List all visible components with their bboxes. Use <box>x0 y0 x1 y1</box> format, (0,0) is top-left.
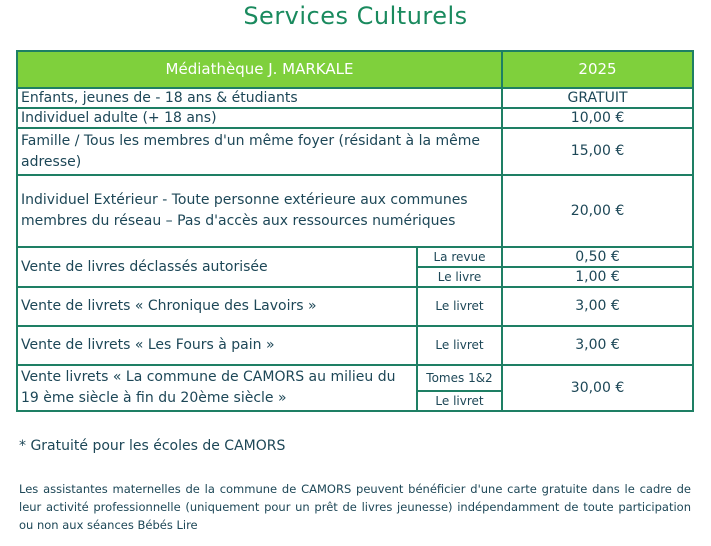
table-row <box>17 175 693 247</box>
row-price: 20,00 € <box>502 175 693 247</box>
row-price: 1,00 € <box>502 267 693 287</box>
row-label: Vente de livrets « Les Fours à pain » <box>17 326 417 365</box>
row-label: Enfants, jeunes de - 18 ans & étudiants <box>17 88 502 108</box>
header-library-name: Médiathèque J. MARKALE <box>17 51 502 88</box>
row-price: 15,00 € <box>502 128 693 175</box>
row-label: Individuel Extérieur - Toute personne extérieure aux communes membres du réseau – Pas d'accès aux ressources numériques <box>17 175 502 247</box>
table-row <box>17 365 693 391</box>
row-sub-label: Le livre <box>417 267 502 287</box>
row-sub-label: Le livret <box>417 391 502 411</box>
price-table <box>16 50 694 412</box>
table-header <box>17 51 693 88</box>
row-label: Individuel adulte (+ 18 ans) <box>17 108 502 128</box>
row-price: 10,00 € <box>502 108 693 128</box>
row-sub-label: Tomes 1&2 <box>417 365 502 391</box>
table-row <box>17 128 693 175</box>
schools-note: * Gratuité pour les écoles de CAMORS <box>19 438 286 454</box>
row-label: Vente livrets « La commune de CAMORS au milieu du 19 ème siècle à fin du 20ème siècle » <box>17 365 417 411</box>
row-label: Vente de livres déclassés autorisée <box>17 247 417 287</box>
table-row <box>17 287 693 326</box>
row-sub-label: La revue <box>417 247 502 267</box>
row-price: 3,00 € <box>502 287 693 326</box>
assistants-note: Les assistantes maternelles de la commune de CAMORS peuvent bénéficier d'une carte gratuite dans le cadre de leur activité professionnelle (uniquement pour un prêt de livres jeunesse) indépendamment de toute participation ou non aux séances Bébés Lire <box>19 482 691 532</box>
header-year: 2025 <box>502 51 693 88</box>
table-row <box>17 247 693 267</box>
table-row <box>17 108 693 128</box>
table-row <box>17 326 693 365</box>
row-price: 30,00 € <box>502 365 693 411</box>
page-title: Services Culturels <box>243 2 468 30</box>
row-price: GRATUIT <box>502 88 693 108</box>
table-row <box>17 88 693 108</box>
row-price: 3,00 € <box>502 326 693 365</box>
row-label: Vente de livrets « Chronique des Lavoirs » <box>17 287 417 326</box>
row-label: Famille / Tous les membres d'un même foyer (résidant à la même adresse) <box>17 128 502 175</box>
row-sub-label: Le livret <box>417 287 502 326</box>
row-sub-label: Le livret <box>417 326 502 365</box>
row-price: 0,50 € <box>502 247 693 267</box>
